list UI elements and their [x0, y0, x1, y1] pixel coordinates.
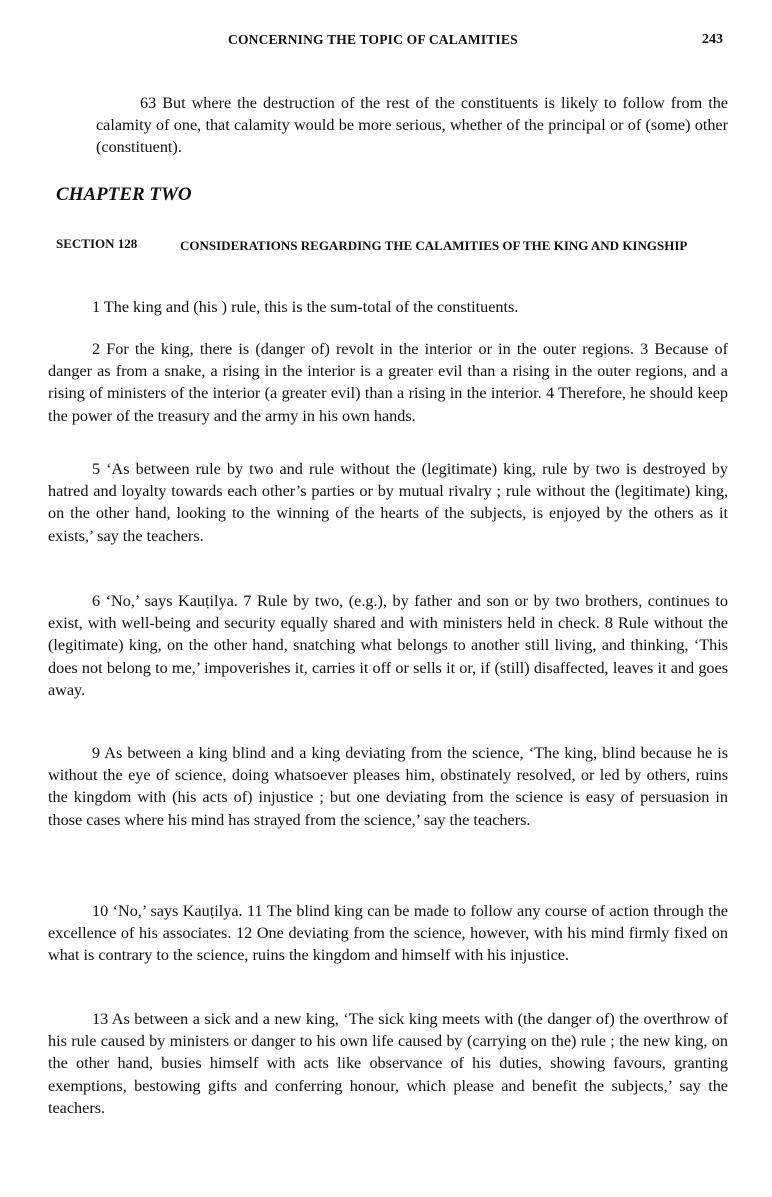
paragraph-10-12: 10 ‘No,’ says Kauṭilya. 11 The blind king can be made to follow any course of action through the excellence of his associates. 12 One deviating from the science, however, with his mind firmly fixed on what is contrary to the science, ruins the kingdom and himself with his injustice. — [48, 902, 728, 965]
paragraph-1: 1 The king and (his ) rule, this is the sum-total of the constituents. — [92, 298, 519, 316]
paragraph-5: 5 ‘As between rule by two and rule without the (legitimate) king, rule by two is destroyed by hatred and loyalty towards each other’s parties or by mutual rivalry ; rule without the (legitimate) king, on the other hand, looking to the winning of the hearts of the subjects, is enjoyed by the others as it exists,’ say the teachers. — [48, 460, 728, 545]
paragraph-6-8: 6 ‘No,’ says Kauṭilya. 7 Rule by two, (e.g.), by father and son or by two brothers, continues to exist, with well-being and security equally shared and with ministers held in check. 8 Rule without the (legitimate) king, on the other hand, snatching what belongs to another still living, and thinking, ‘This does not belong to me,’ impoverishes it, carries it off or sells it or, if (still) disaffected, leaves it and goes away. — [48, 592, 728, 699]
page-number: 243 — [702, 32, 723, 47]
running-title: CONCERNING THE TOPIC OF CALAMITIES — [228, 32, 518, 47]
section-label: SECTION 128 — [56, 236, 138, 251]
paragraph-63: 63 But where the destruction of the rest of the constituents is likely to follow from the calamity of one, that calamity would be more serious, whether of the principal or of (some) other (constituent). — [96, 94, 728, 157]
chapter-title: CHAPTER TWO — [56, 184, 192, 205]
section-title: CONSIDERATIONS REGARDING THE CALAMITIES OF THE KING AND KINGSHIP — [180, 238, 688, 253]
paragraph-9: 9 As between a king blind and a king deviating from the science, ‘The king, blind because he is without the eye of science, doing whatsoever pleases him, obstinately resolved, or led by others, ruins the kingdom with (his acts of) injustice ; but one deviating from the science is easy of persuasion in those cases where his mind has strayed from the science,’ say the teachers. — [48, 744, 728, 829]
paragraph-13: 13 As between a sick and a new king, ‘The sick king meets with (the danger of) the overthrow of his rule caused by ministers or danger to his own life caused by (carrying on the) rule ; the new king, on the other hand, busies himself with acts like observance of his duties, showing favours, granting exemptions, bestowing gifts and conferring honour, which please and benefit the subjects,’ say the teachers. — [48, 1010, 728, 1117]
paragraph-2-4: 2 For the king, there is (danger of) revolt in the interior or in the outer regions. 3 Because of danger as from a snake, a rising in the interior is a greater evil than a rising in the outer regions, and a rising of ministers of the interior (a greater evil) than a rising in the interior. 4 Therefore, he should keep the power of the treasury and the army in his own hands. — [48, 340, 728, 425]
